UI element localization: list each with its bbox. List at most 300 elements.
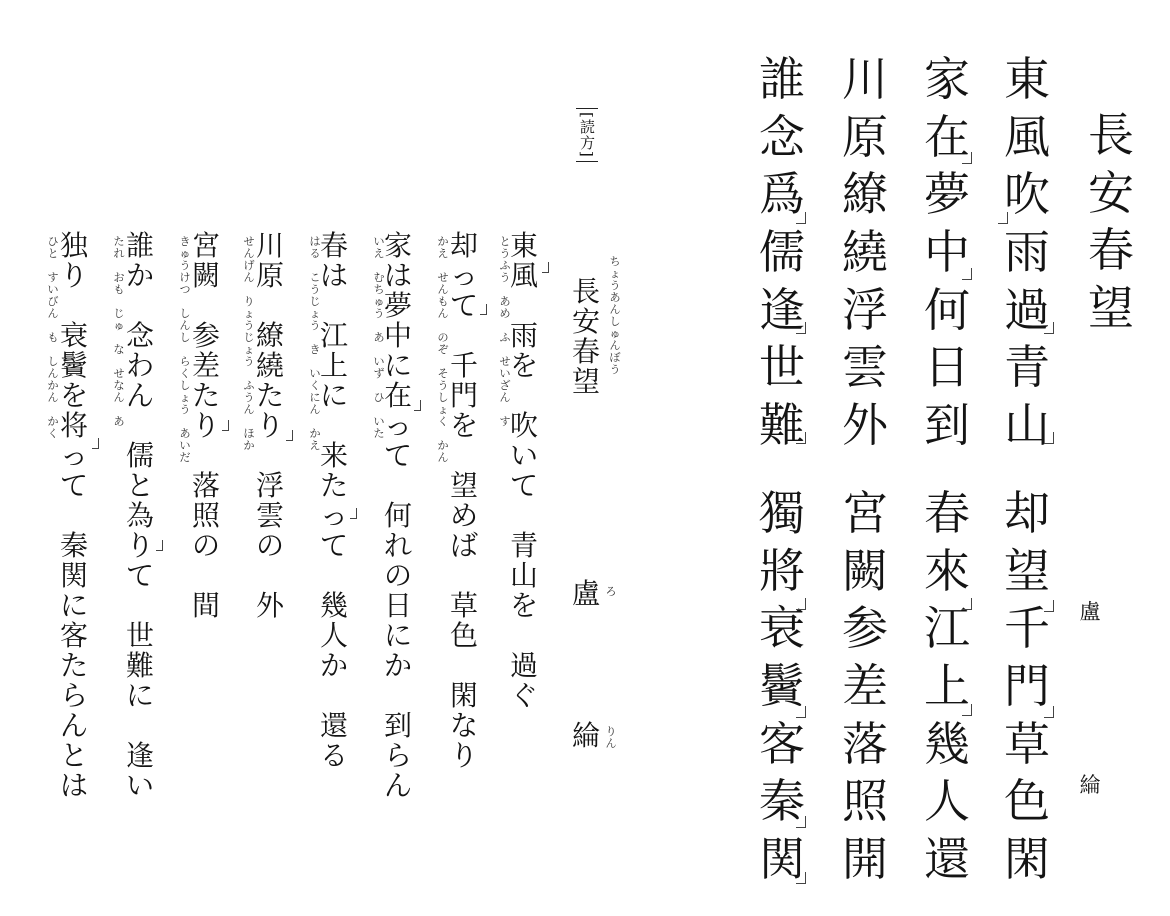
glyph bbox=[256, 292, 284, 322]
glyph: 長 bbox=[1088, 108, 1134, 162]
glyph: っ bbox=[449, 259, 478, 292]
glyph: か bbox=[243, 439, 255, 452]
glyph: ん bbox=[243, 271, 255, 284]
glyph: ょ bbox=[437, 403, 449, 416]
glyph: げ bbox=[243, 259, 255, 272]
glyph: う bbox=[309, 283, 321, 296]
glyph: く bbox=[309, 379, 321, 392]
glyph: ん bbox=[309, 403, 321, 416]
glyph: 江 bbox=[924, 601, 970, 656]
glyph: ら bbox=[383, 739, 412, 772]
glyph: め bbox=[499, 307, 511, 320]
glyph: な bbox=[113, 379, 125, 392]
reading-line-3 bbox=[382, 229, 414, 802]
glyph: 中 bbox=[383, 319, 412, 352]
glyph: し bbox=[47, 355, 59, 368]
glyph: た bbox=[255, 379, 284, 412]
glyph: 闕 bbox=[191, 259, 220, 292]
reading-ruby-8 bbox=[46, 236, 60, 440]
glyph: 浮 bbox=[842, 282, 888, 337]
glyph: に bbox=[59, 589, 88, 622]
glyph: 外 bbox=[255, 589, 284, 622]
glyph: を bbox=[509, 589, 538, 622]
reading-ruby-6 bbox=[178, 236, 192, 464]
glyph: 難 bbox=[125, 649, 154, 682]
glyph: ゅ bbox=[179, 247, 191, 260]
glyph: り bbox=[59, 259, 88, 292]
glyph: り bbox=[125, 529, 154, 562]
glyph: 青 bbox=[1004, 340, 1050, 395]
glyph: 浮 bbox=[255, 469, 284, 502]
glyph: た bbox=[319, 469, 348, 502]
glyph: 川 bbox=[255, 229, 284, 262]
glyph: 関 bbox=[59, 559, 88, 592]
glyph: う bbox=[609, 279, 621, 292]
glyph: う bbox=[499, 271, 511, 284]
glyph: ょ bbox=[243, 343, 255, 356]
glyph: な bbox=[113, 343, 125, 356]
glyph: 念 bbox=[125, 319, 154, 352]
glyph: ん bbox=[47, 391, 59, 404]
glyph: の bbox=[383, 559, 412, 592]
glyph: ん bbox=[437, 451, 449, 464]
glyph: り bbox=[449, 739, 478, 772]
reading-mark bbox=[962, 268, 972, 280]
glyph: 綸 bbox=[1079, 773, 1101, 797]
glyph: れ bbox=[113, 247, 125, 260]
glyph: せ bbox=[437, 271, 449, 284]
poem-line-3 bbox=[922, 52, 972, 460]
poem-line-2 bbox=[1002, 486, 1052, 894]
glyph: て bbox=[319, 529, 348, 562]
reading-mark bbox=[962, 152, 972, 164]
reading-mark bbox=[1044, 322, 1054, 334]
glyph: し bbox=[609, 315, 621, 328]
glyph: 春 bbox=[319, 229, 348, 262]
glyph: 上 bbox=[319, 349, 348, 382]
glyph: 川 bbox=[842, 52, 888, 106]
glyph: 上 bbox=[924, 659, 970, 714]
glyph: す bbox=[47, 271, 59, 284]
glyph: ろ bbox=[605, 585, 617, 598]
glyph: 色 bbox=[1004, 774, 1050, 829]
glyph: 春 bbox=[924, 486, 970, 540]
glyph: 繚 bbox=[255, 319, 284, 352]
poem-line-7 bbox=[757, 52, 807, 460]
glyph: ほ bbox=[243, 427, 255, 440]
glyph: い bbox=[373, 235, 385, 248]
glyph: ん bbox=[243, 247, 255, 260]
glyph: か bbox=[47, 415, 59, 428]
glyph: う bbox=[609, 363, 621, 376]
glyph: ぞ bbox=[437, 343, 449, 356]
glyph: 安 bbox=[571, 305, 600, 338]
glyph: 何 bbox=[383, 499, 412, 532]
glyph: な bbox=[449, 709, 478, 742]
glyph: 鬢 bbox=[59, 349, 88, 382]
glyph: し bbox=[179, 331, 191, 344]
glyph: 却 bbox=[1004, 486, 1050, 540]
glyph: ん bbox=[113, 391, 125, 404]
glyph bbox=[510, 622, 538, 652]
glyph: い bbox=[125, 769, 154, 802]
glyph: 却 bbox=[449, 229, 478, 262]
glyph: か bbox=[383, 649, 412, 682]
reading-title bbox=[570, 275, 602, 398]
glyph: め bbox=[449, 499, 478, 532]
glyph: え bbox=[437, 247, 449, 260]
glyph: ぐ bbox=[509, 679, 538, 712]
reading-line-4 bbox=[318, 229, 350, 772]
glyph bbox=[450, 562, 478, 592]
glyph: ふ bbox=[499, 331, 511, 344]
glyph: 望 bbox=[571, 365, 600, 398]
glyph: 宮 bbox=[191, 229, 220, 262]
glyph: 繞 bbox=[255, 349, 284, 382]
ruby-bracket bbox=[350, 508, 357, 519]
glyph: ゅ bbox=[609, 327, 621, 340]
reading-mark bbox=[796, 706, 806, 718]
ruby-bracket bbox=[414, 400, 421, 411]
ruby-bracket bbox=[92, 438, 99, 449]
glyph: 江 bbox=[319, 319, 348, 352]
glyph: ん bbox=[47, 307, 59, 320]
glyph bbox=[256, 562, 284, 592]
glyph: と bbox=[125, 469, 154, 502]
glyph bbox=[320, 562, 348, 592]
glyph: 逢 bbox=[125, 739, 154, 772]
glyph: 吹 bbox=[1004, 167, 1050, 222]
glyph: く bbox=[47, 427, 59, 440]
glyph: 人 bbox=[924, 774, 970, 829]
glyph: ん bbox=[383, 769, 412, 802]
reading-mark bbox=[796, 322, 806, 334]
poem-line-6 bbox=[840, 486, 890, 894]
glyph: っ bbox=[59, 439, 88, 472]
glyph: 落 bbox=[842, 716, 888, 771]
glyph: 家 bbox=[924, 52, 970, 106]
glyph: う bbox=[179, 403, 191, 416]
glyph bbox=[320, 292, 348, 322]
glyph: に bbox=[309, 391, 321, 404]
glyph: 綸 bbox=[571, 719, 600, 752]
glyph: あ bbox=[373, 331, 385, 344]
glyph: 関 bbox=[759, 832, 805, 887]
glyph: り bbox=[191, 409, 220, 442]
reading-author-given-ruby bbox=[604, 726, 618, 750]
reading-line-5 bbox=[254, 229, 286, 622]
glyph: 照 bbox=[842, 774, 888, 829]
ruby-bracket bbox=[542, 262, 549, 273]
glyph: え bbox=[309, 439, 321, 452]
glyph bbox=[320, 412, 348, 442]
glyph: 到 bbox=[924, 398, 970, 453]
glyph: 客 bbox=[59, 619, 88, 652]
glyph: 幾 bbox=[319, 589, 348, 622]
glyph: 雨 bbox=[509, 319, 538, 352]
glyph: ち bbox=[373, 283, 385, 296]
reading-ruby-1 bbox=[498, 236, 512, 428]
glyph: 誰 bbox=[759, 52, 805, 106]
glyph: あ bbox=[609, 291, 621, 304]
glyph: 鬢 bbox=[759, 659, 805, 714]
glyph: 独 bbox=[59, 229, 88, 262]
glyph: も bbox=[113, 283, 125, 296]
glyph: 青 bbox=[509, 529, 538, 562]
glyph: は bbox=[309, 235, 321, 248]
glyph: じ bbox=[309, 295, 321, 308]
glyph: 吹 bbox=[509, 409, 538, 442]
glyph: む bbox=[373, 271, 385, 284]
glyph: っ bbox=[319, 499, 348, 532]
glyph: ょ bbox=[179, 391, 191, 404]
glyph: か bbox=[125, 259, 154, 292]
glyph: う bbox=[179, 259, 191, 272]
glyph: 東 bbox=[509, 229, 538, 262]
reading-label: [読方] bbox=[576, 108, 598, 162]
glyph: か bbox=[309, 427, 321, 440]
glyph: ゅ bbox=[113, 319, 125, 332]
reading-line-8 bbox=[58, 229, 90, 802]
glyph: 外 bbox=[842, 398, 888, 453]
glyph: ゅ bbox=[373, 295, 385, 308]
glyph: ん bbox=[609, 339, 621, 352]
glyph: は bbox=[319, 259, 348, 292]
glyph bbox=[510, 502, 538, 532]
glyph: 家 bbox=[383, 229, 412, 262]
glyph: の bbox=[255, 529, 284, 562]
poem-line-8 bbox=[757, 486, 807, 894]
glyph: た bbox=[59, 649, 88, 682]
glyph: 閑 bbox=[449, 679, 478, 712]
glyph: ん bbox=[605, 737, 617, 750]
glyph: び bbox=[47, 295, 59, 308]
glyph: ず bbox=[373, 367, 385, 380]
glyph bbox=[192, 442, 220, 472]
reading-ruby-7 bbox=[112, 236, 126, 428]
reading-title-ruby bbox=[608, 256, 622, 376]
glyph: せ bbox=[243, 235, 255, 248]
glyph: に bbox=[125, 679, 154, 712]
glyph: ひ bbox=[373, 391, 385, 404]
glyph: つ bbox=[179, 283, 191, 296]
glyph: う bbox=[243, 391, 255, 404]
glyph: わ bbox=[125, 349, 154, 382]
glyph: ば bbox=[449, 529, 478, 562]
glyph: り bbox=[243, 295, 255, 308]
reading-ruby-2 bbox=[436, 236, 450, 464]
glyph: あ bbox=[113, 415, 125, 428]
glyph: 盧 bbox=[1079, 600, 1101, 624]
glyph: 原 bbox=[255, 259, 284, 292]
glyph: ち bbox=[609, 255, 621, 268]
glyph: た bbox=[373, 427, 385, 440]
glyph: ら bbox=[59, 679, 88, 712]
glyph: 風 bbox=[1004, 109, 1050, 164]
glyph bbox=[510, 382, 538, 412]
glyph: い bbox=[179, 439, 191, 452]
glyph bbox=[126, 712, 154, 742]
glyph: 繞 bbox=[842, 225, 888, 280]
glyph bbox=[192, 562, 220, 592]
glyph: れ bbox=[383, 529, 412, 562]
glyph: 将 bbox=[59, 409, 88, 442]
glyph: い bbox=[499, 367, 511, 380]
poem-line-1 bbox=[1002, 52, 1052, 460]
reading-mark bbox=[1044, 432, 1054, 444]
glyph: ょ bbox=[243, 307, 255, 320]
glyph: と bbox=[59, 739, 88, 772]
glyph: 門 bbox=[449, 379, 478, 412]
glyph: 夢 bbox=[924, 167, 970, 222]
glyph: 日 bbox=[383, 589, 412, 622]
glyph: 開 bbox=[842, 832, 888, 887]
glyph: て bbox=[449, 289, 478, 322]
glyph: ん bbox=[437, 307, 449, 320]
reading-ruby-5 bbox=[242, 236, 256, 452]
glyph: じ bbox=[243, 331, 255, 344]
glyph: 千 bbox=[1004, 601, 1050, 656]
glyph: い bbox=[309, 367, 321, 380]
poem-author-family bbox=[1077, 602, 1103, 625]
reading-mark bbox=[962, 704, 972, 716]
glyph: 草 bbox=[449, 589, 478, 622]
glyph: そ bbox=[437, 367, 449, 380]
glyph: た bbox=[191, 379, 220, 412]
reading-mark bbox=[796, 598, 806, 610]
glyph: 秦 bbox=[759, 774, 805, 829]
glyph: せ bbox=[113, 367, 125, 380]
glyph: う bbox=[373, 307, 385, 320]
glyph: 間 bbox=[191, 589, 220, 622]
glyph: 還 bbox=[319, 709, 348, 742]
glyph: あ bbox=[179, 427, 191, 440]
glyph: 雲 bbox=[255, 499, 284, 532]
glyph: ざ bbox=[499, 379, 511, 392]
glyph: ふ bbox=[243, 379, 255, 392]
glyph: い bbox=[47, 283, 59, 296]
glyph: る bbox=[319, 739, 348, 772]
glyph: 参 bbox=[842, 601, 888, 656]
glyph: 闕 bbox=[842, 543, 888, 598]
glyph bbox=[126, 292, 154, 322]
glyph: あ bbox=[499, 295, 511, 308]
glyph: ん bbox=[59, 709, 88, 742]
glyph: 来 bbox=[319, 439, 348, 472]
poem-line-5 bbox=[840, 52, 890, 460]
glyph: て bbox=[509, 469, 538, 502]
glyph: も bbox=[437, 295, 449, 308]
glyph: 獨 bbox=[759, 486, 805, 540]
glyph: 世 bbox=[759, 340, 805, 395]
glyph: 日 bbox=[924, 340, 970, 395]
glyph: じ bbox=[113, 307, 125, 320]
glyph: 為 bbox=[125, 499, 154, 532]
glyph: い bbox=[373, 355, 385, 368]
glyph: 客 bbox=[759, 716, 805, 771]
glyph bbox=[192, 292, 220, 322]
glyph bbox=[320, 682, 348, 712]
glyph: う bbox=[499, 247, 511, 260]
glyph: 差 bbox=[842, 659, 888, 714]
glyph: り bbox=[255, 409, 284, 442]
glyph: う bbox=[243, 319, 255, 332]
glyph: 門 bbox=[1004, 659, 1050, 714]
glyph: 人 bbox=[319, 619, 348, 652]
glyph: 雲 bbox=[842, 340, 888, 395]
poem-author-given bbox=[1077, 775, 1103, 798]
reading-mark bbox=[1044, 600, 1054, 612]
glyph: 將 bbox=[759, 543, 805, 598]
glyph: と bbox=[499, 235, 511, 248]
glyph: ひ bbox=[47, 235, 59, 248]
glyph: え bbox=[373, 247, 385, 260]
glyph: く bbox=[179, 367, 191, 380]
glyph: ん bbox=[437, 283, 449, 296]
glyph: は bbox=[383, 259, 412, 292]
glyph: 望 bbox=[449, 469, 478, 502]
glyph: 草 bbox=[1004, 716, 1050, 771]
glyph: 中 bbox=[924, 225, 970, 280]
reading-mark bbox=[796, 816, 806, 828]
reading-line-6 bbox=[190, 229, 222, 622]
glyph: 繚 bbox=[842, 167, 888, 222]
glyph bbox=[450, 652, 478, 682]
glyph: か bbox=[319, 649, 348, 682]
glyph: 衰 bbox=[59, 319, 88, 352]
glyph: ぼ bbox=[609, 351, 621, 364]
glyph: ょ bbox=[609, 267, 621, 280]
glyph: て bbox=[125, 559, 154, 592]
glyph: す bbox=[499, 415, 511, 428]
glyph: 過 bbox=[509, 649, 538, 682]
poem-line-4 bbox=[922, 486, 972, 894]
glyph: 念 bbox=[759, 109, 805, 164]
glyph: ん bbox=[243, 403, 255, 416]
glyph: 世 bbox=[125, 619, 154, 652]
glyph bbox=[384, 472, 412, 502]
glyph: を bbox=[449, 409, 478, 442]
glyph: 還 bbox=[924, 832, 970, 887]
glyph bbox=[510, 292, 538, 322]
glyph: き bbox=[309, 343, 321, 356]
glyph: 閑 bbox=[1004, 832, 1050, 887]
glyph: 在 bbox=[924, 109, 970, 164]
reading-line-7 bbox=[124, 229, 156, 802]
glyph: 宮 bbox=[842, 486, 888, 540]
ruby-bracket bbox=[286, 430, 293, 441]
glyph: ふ bbox=[499, 259, 511, 272]
glyph: っ bbox=[383, 409, 412, 442]
glyph: 色 bbox=[449, 619, 478, 652]
poem-title bbox=[1086, 108, 1136, 343]
glyph: 難 bbox=[759, 398, 805, 453]
glyph: 春 bbox=[1088, 223, 1134, 278]
glyph: け bbox=[179, 271, 191, 284]
glyph: と bbox=[47, 247, 59, 260]
glyph: 照 bbox=[191, 499, 220, 532]
glyph: お bbox=[113, 271, 125, 284]
reading-mark bbox=[796, 432, 806, 444]
glyph: の bbox=[191, 529, 220, 562]
glyph: ん bbox=[499, 391, 511, 404]
glyph: う bbox=[309, 319, 321, 332]
glyph: く bbox=[437, 415, 449, 428]
glyph: 差 bbox=[191, 349, 220, 382]
glyph: ょ bbox=[309, 307, 321, 320]
glyph: 千 bbox=[449, 349, 478, 382]
glyph: 山 bbox=[1004, 398, 1050, 453]
